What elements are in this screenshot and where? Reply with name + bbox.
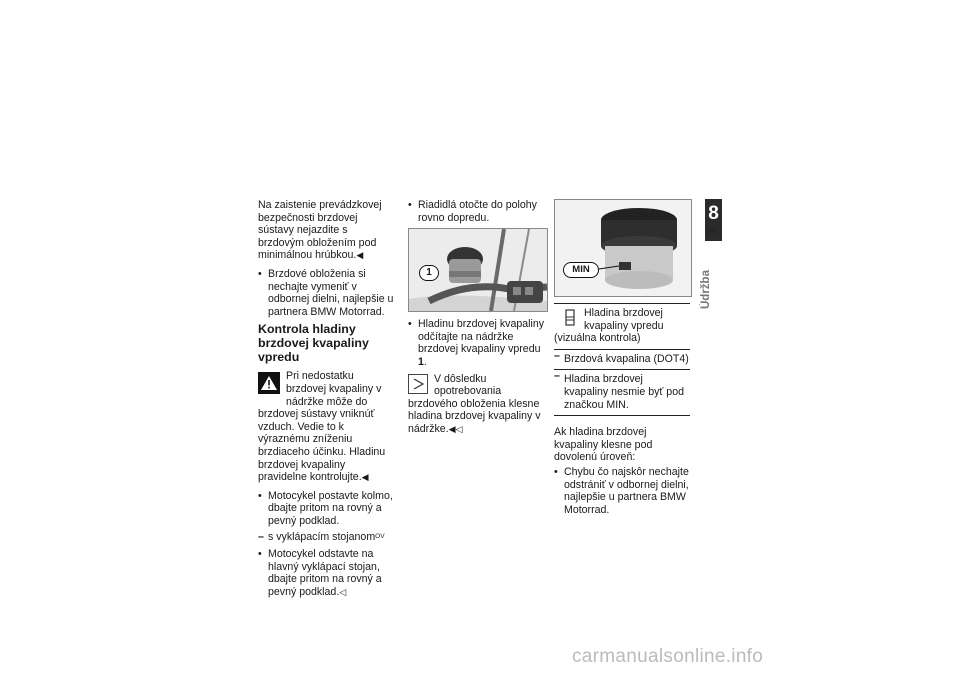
warning-triangle-icon (258, 372, 280, 394)
column-middle (408, 199, 548, 442)
bullet-workshop: • Chybu čo najskôr nechajte odstrániť v odbornej dielni, najlepšie u partnera BMW Motorrad. (554, 466, 690, 516)
ref-number: 1 (418, 355, 424, 368)
note-text: V dôsledku opotrebovania brzdového obloženia klesne hladina brzdovej kvapaliny v nádržke.◀◁ (408, 372, 541, 435)
bullet-main-stand: • Motocykel odstavte na hlavný vyklápací stojan, dbajte pritom na rovný a pevný podklad.◁ (258, 548, 396, 598)
spec-header-text: Hladina brzdovej kvapaliny vpredu (vizuálna kontrola) (554, 307, 664, 345)
bullet-handlebar: • Riadidlá otočte do polohy rovno dopredu. (408, 199, 548, 224)
column-right (554, 199, 690, 520)
warning-block (258, 370, 396, 483)
page-number: 85 (708, 227, 719, 237)
bullet-replace-pads: • Brzdové obloženia si nechajte vymeniť v odbornej dielni, najlepšie u partnera BMW Motorrad. (258, 268, 396, 318)
end-mark-open: ◁ (339, 586, 347, 597)
figure-reservoir-handlebar (408, 228, 548, 312)
note-end-mark: ◀◁ (448, 423, 463, 434)
spec-min-level: – Hladina brzdovej kvapaliny nesmie byť pod značkou MIN. (554, 370, 690, 416)
watermark: carmanualsonline.info (572, 646, 764, 667)
warning-end-mark: ◀ (361, 472, 369, 483)
figure-reservoir-min (554, 199, 692, 297)
bullet-read-level: • Hladinu brzdovej kvapaliny odčítajte na nádržke brzdovej kvapaliny vpredu 1. (408, 318, 548, 368)
spec-fluid-type: – Brzdová kvapalina (DOT4) (554, 350, 690, 371)
callout-min: MIN (563, 262, 599, 278)
dash-side-stand: – s vyklápacím stojanom$^{OV}$ (258, 531, 396, 544)
callout-1: 1 (419, 265, 439, 281)
option-superscript: OV (375, 533, 385, 541)
bullet-upright: • Motocykel postavte kolmo, dbajte pritom na rovný a pevný podklad. (258, 490, 396, 528)
below-min-paragraph: Ak hladina brzdovej kvapaliny klesne pod dovolenú úroveň: (554, 426, 653, 464)
end-mark: ◀ (356, 250, 364, 261)
fluid-level-icon (562, 308, 578, 328)
spec-table (554, 303, 690, 416)
note-block (408, 373, 548, 436)
spec-header (554, 304, 690, 350)
warning-text: Pri nedostatku brzdovej kvapaliny v nádržke môže do brzdovej sústavy vniknúť vzduch. Vedie to k výraznému zníženiu brzdiaceho účinku. Hladinu brzdovej kvapaliny pravidelne kontrolujte.◀ (258, 370, 386, 484)
section-heading: Kontrola hladiny brzdovej kvapaliny vpredu (258, 322, 369, 365)
reservoir-min-illustration (555, 200, 691, 296)
chapter-tab: 8 (705, 199, 722, 241)
chapter-label: Údržba (700, 270, 712, 309)
note-play-icon (408, 374, 428, 394)
intro-paragraph: Na zaistenie prevádzkovej bezpečnosti brzdovej sústavy nejazdite s brzdovým obložením pod minimálnou hrúbkou.◀ (258, 199, 382, 262)
column-left (258, 199, 396, 602)
